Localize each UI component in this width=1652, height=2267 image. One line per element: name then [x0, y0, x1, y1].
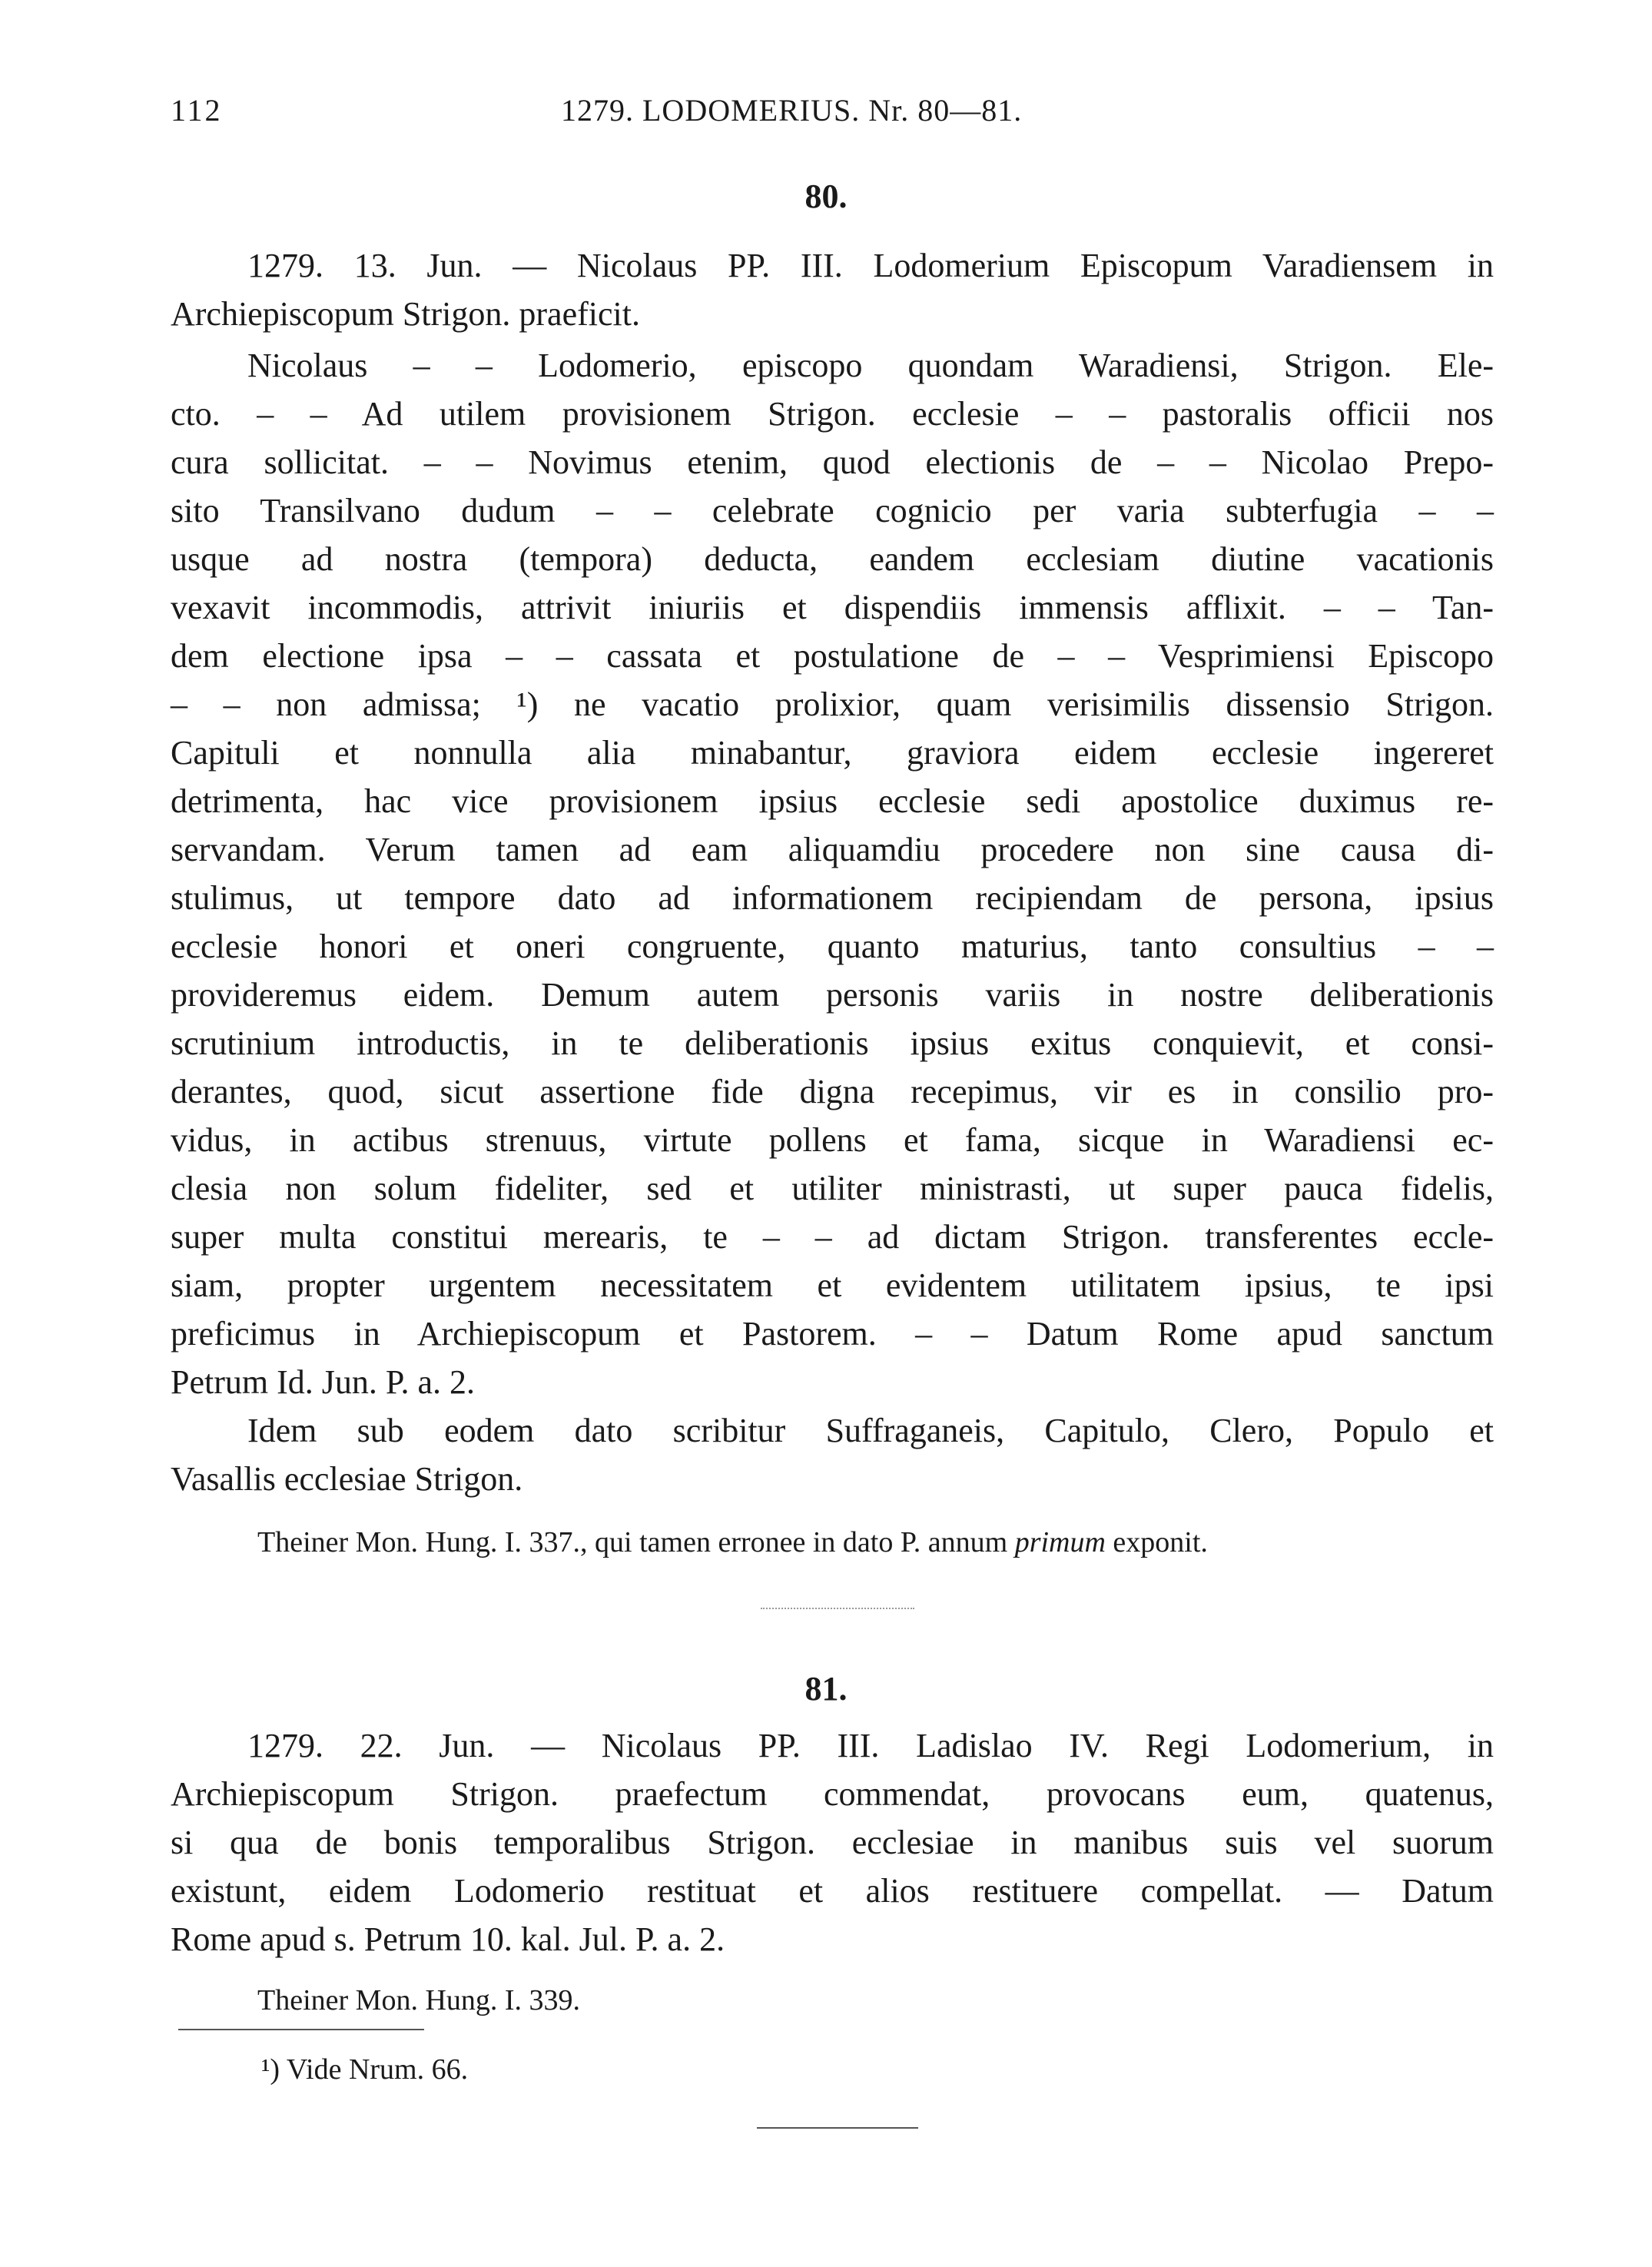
document-number-80: 80.: [804, 178, 848, 215]
regest-line: si qua de bonis temporalibus Strigon. ecclesiae in manibus suis vel suorum: [171, 1824, 1494, 1861]
running-head-title: 1279. LODOMERIUS. Nr. 80—81.: [561, 93, 1023, 128]
body-line: preficimus in Archiepiscopum et Pastorem. – – Datum Rome apud sanctum: [171, 1315, 1494, 1353]
body-line: cura sollicitat. – – Novimus etenim, quod electionis de – – Nicolao Prepo-: [171, 443, 1494, 481]
body-line: super multa constitui merearis, te – – ad dictam Strigon. transferentes eccle-: [171, 1218, 1494, 1256]
source-citation-81: Theiner Mon. Hung. I. 339.: [257, 1984, 581, 2016]
source-text: Theiner Mon. Hung. I. 337., qui tamen erronee in dato P. annum: [257, 1526, 1015, 1558]
idem-line: Vasallis ecclesiae Strigon.: [171, 1460, 523, 1498]
body-line: detrimenta, hac vice provisionem ipsius ecclesie sedi apostolice duximus re-: [171, 782, 1494, 820]
document-number-81: 81.: [804, 1670, 848, 1708]
regest-line: 1279. 13. Jun. — Nicolaus PP. III. Lodomerium Episcopum Varadiensem in: [247, 247, 1494, 284]
page-number: 112: [171, 93, 223, 128]
body-line: ecclesie honori et oneri congruente, quanto maturius, tanto consultius – –: [171, 928, 1494, 965]
body-line: Petrum Id. Jun. P. a. 2.: [171, 1363, 475, 1401]
body-line: derantes, quod, sicut assertione fide digna recepimus, vir es in consilio pro-: [171, 1073, 1494, 1110]
idem-line: Idem sub eodem dato scribitur Suffraganeis, Capitulo, Clero, Populo et: [247, 1412, 1494, 1449]
footnote: ¹) Vide Nrum. 66.: [261, 2053, 469, 2086]
separator-rule: [761, 1608, 914, 1609]
body-line: clesia non solum fideliter, sed et utiliter ministrasti, ut super pauca fidelis,: [171, 1170, 1494, 1207]
end-rule: [757, 2127, 918, 2129]
regest-80: [171, 241, 1494, 338]
body-line: cto. – – Ad utilem provisionem Strigon. ecclesie – – pastoralis officii nos: [171, 395, 1494, 433]
body-line: siam, propter urgentem necessitatem et evidentem utilitatem ipsius, te ipsi: [171, 1266, 1494, 1304]
regest-line: 1279. 22. Jun. — Nicolaus PP. III. Ladislao IV. Regi Lodomerium, in: [247, 1727, 1494, 1764]
regest-line: Rome apud s. Petrum 10. kal. Jul. P. a. 2.: [171, 1920, 725, 1958]
body-line: usque ad nostra (tempora) deducta, eandem ecclesiam diutine vacationis: [171, 540, 1494, 578]
footnote-rule: [178, 2029, 424, 2030]
body-line: – – non admissa; ¹) ne vacatio prolixior, quam verisimilis dissensio Strigon.: [171, 685, 1494, 723]
regest-line: Archiepiscopum Strigon. praeficit.: [171, 295, 640, 333]
running-head: [171, 92, 1492, 138]
body-line: sito Transilvano dudum – – celebrate cognicio per varia subterfugia – –: [171, 492, 1494, 529]
source-text-end: exponit.: [1105, 1526, 1208, 1558]
body-line: dem electione ipsa – – cassata et postulatione de – – Vesprimiensi Episcopo: [171, 637, 1494, 675]
document-body-80: [171, 341, 1494, 1503]
regest-line: existunt, eidem Lodomerio restituat et alios restituere compellat. — Datum: [171, 1872, 1494, 1910]
body-line: provideremus eidem. Demum autem personis variis in nostre deliberationis: [171, 976, 1494, 1014]
regest-line: Archiepiscopum Strigon. praefectum commendat, provocans eum, quatenus,: [171, 1775, 1494, 1813]
body-line: servandam. Verum tamen ad eam aliquamdiu procedere non sine causa di-: [171, 831, 1494, 868]
regest-81: [171, 1721, 1494, 1963]
body-line: stulimus, ut tempore dato ad informationem recipiendam de persona, ipsius: [171, 879, 1494, 917]
body-line: vidus, in actibus strenuus, virtute pollens et fama, sicque in Waradiensi ec-: [171, 1121, 1494, 1159]
body-line: Capituli et nonnulla alia minabantur, graviora eidem ecclesie ingereret: [171, 734, 1494, 772]
source-citation-80: [257, 1523, 1208, 1562]
source-italic-word: primum: [1014, 1526, 1106, 1558]
body-line: scrutinium introductis, in te deliberationis ipsius exitus conquievit, et consi-: [171, 1024, 1494, 1062]
body-line: Nicolaus – – Lodomerio, episcopo quondam Waradiensi, Strigon. Ele-: [247, 347, 1494, 384]
body-line: vexavit incommodis, attrivit iniuriis et dispendiis immensis afflixit. – – Tan-: [171, 589, 1494, 626]
